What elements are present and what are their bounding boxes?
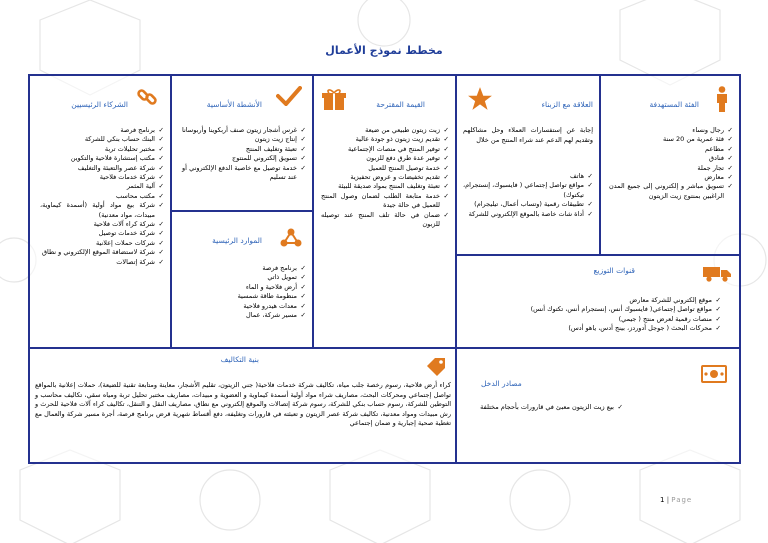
- customer-segments-section: [599, 74, 741, 256]
- cash-icon: [701, 365, 727, 387]
- list-item: ✓ إنتاج زيت زيتون: [182, 135, 306, 144]
- list-item: ✓ البنك حساب بنكي للشركة: [40, 135, 164, 144]
- network-icon: [280, 228, 302, 252]
- list-item: ✓ شركة إتصالات: [40, 258, 164, 267]
- list-item: ✓ شركة كراء آلات فلاحية: [40, 220, 164, 229]
- list-item: ✓ آلية المثمر: [40, 182, 164, 191]
- list-item: ✓ أداة شات خاصة بالموقع الإلكتروني للشركة: [463, 210, 593, 219]
- list-item: ✓ مختبر تحليلات تربة: [40, 145, 164, 154]
- list-item: ✓ برنامج فرصة: [40, 126, 164, 135]
- list-item: ✓ مكتب إستشارة فلاحية والتكوين: [40, 154, 164, 163]
- list-item: ✓ تطبيقات رقمية (وتساب أعمال، تيليجرام): [463, 200, 593, 209]
- list-item: ✓ مسير شركة، عمال: [182, 311, 306, 320]
- list-item: ✓ منظومة طاقة شمسية: [182, 292, 306, 301]
- channels-list: [471, 296, 721, 334]
- key-resources-section: [170, 210, 314, 349]
- list-item: ✓ تجار جملة: [609, 164, 733, 173]
- revenue-list: [467, 403, 623, 412]
- section-heading: مصادر الدخل: [481, 379, 522, 388]
- section-heading: الشركاء الرئيسيين: [71, 100, 128, 109]
- list-item: ✓ تمويل ذاتي: [182, 273, 306, 282]
- section-heading: العلاقة مع الزبناء: [541, 100, 593, 109]
- list-item: ✓ أرض فلاحية و الماء: [182, 283, 306, 292]
- list-item: ✓ تسويق إلكتروني للمنتوج: [182, 154, 306, 163]
- section-heading: الأنشطة الأساسية: [206, 100, 262, 109]
- section-heading: القيمة المقترحة: [376, 100, 425, 109]
- revenue-streams-section: [455, 347, 741, 464]
- page-footer: [660, 496, 692, 504]
- list-item: ✓ تقديم تخفيضات و عروض تحفيزية: [321, 173, 449, 182]
- list-item: ✓ شركة خدمات فلاحية: [40, 173, 164, 182]
- channels-section: [455, 254, 741, 349]
- list-item: ✓ مواقع تواصل إجتماعي( فايسبوك أنس، إنستجرام أنس، تكتوك أنس): [471, 305, 721, 314]
- key-partners-section: [28, 74, 172, 349]
- section-heading: الفئة المستهدفة: [649, 100, 699, 109]
- cost-structure-section: [28, 347, 457, 464]
- person-icon: [715, 86, 729, 116]
- list-item: ✓ خدمة متابعة الطلب لضمان وصول المنتج للعميل في حالة جيدة: [321, 192, 449, 211]
- list-item: ✓ معدات هيدرو فلاحية: [182, 302, 306, 311]
- key-activities-section: [170, 74, 314, 212]
- price-tag-icon: [426, 357, 446, 381]
- list-item: ✓ توفير عدة طرق دفع للزبون: [321, 154, 449, 163]
- list-item: ✓ محركات البحث ( جوجل أدوردز، بينج أدس، ياهو أدس): [471, 324, 721, 333]
- list-item: ✓ مطاعم: [609, 145, 733, 154]
- relationships-intro: إجابة عن إستفسارات العملاء وحل مشاكلهم وتقديم لهم الدعم عند شراء المنتج من خلال: [463, 126, 593, 144]
- list-item: ✓ شركة خدمات توصيل: [40, 229, 164, 238]
- truck-icon: [703, 266, 731, 286]
- list-item: ✓ توفير المنتج في منصات الإجتماعية: [321, 145, 449, 154]
- costs-text: كراء أرض فلاحية، رسوم رخصة جلب مياه، تكاليف شركة خدمات فلاحية( جني الزيتون، تقليم الأشجار، معاينة ومتابعة تقنية للضيعة)، حملات إعلانية بالمواقع تواصل إجتماعي ومحركات البحث، مصاريف شراء مواد أولية أسمدة كيماوية و العضوية و مبيدات، مصاريف مختبر تحليل تربة ومياه سقي، تكاليف محاسب و التوطين للشركة، رسوم حساب بنكي للشركة، رسوم شركة إتصالات والموقع إلكتروني مع نطاق، مصاريف النقل و التنقل، تكاليف كراء آلات فلاحية للحرث و رش مبيدات ومواد معدنية، تكاليف شركة عصر الزيتون و تعبئته في قارورات وتغليفه، دفع أقساط شهرية قرض برنامج فرصة، أجرة مسير شركة والعمال مع تغطية صحية إجبارية و ضمان إجتماعي: [35, 381, 451, 428]
- list-item: ✓ تسويق مباشر و إلكتروني إلى جميع المدن الراغبين بمنتوج زيت الزيتون: [609, 182, 733, 201]
- list-item: ✓ شركة بيع مواد أولية (أسمدة كيماوية، مبيدات، مواد معدنية): [40, 201, 164, 220]
- list-item: ✓ موقع إلكتروني للشركة معارض: [471, 296, 721, 305]
- list-item: ✓ ضمان في حالة تلف المنتج عند توصيله للزبون: [321, 211, 449, 230]
- list-item: ✓ فنادق: [609, 154, 733, 163]
- section-heading: الموارد الرئيسية: [212, 236, 262, 245]
- segments-list: [609, 126, 733, 201]
- gift-icon: [322, 88, 346, 114]
- list-item: ✓ برنامج فرصة: [182, 264, 306, 273]
- list-item: ✓ هاتف: [463, 172, 593, 181]
- value-list: [321, 126, 449, 229]
- list-item: ✓ رجال ونساء: [609, 126, 733, 135]
- footer-separator: |: [666, 496, 670, 504]
- partners-list: [40, 126, 164, 267]
- list-item: ✓ تعبئة وتغليف المنتج: [182, 145, 306, 154]
- page-number: 1: [660, 496, 665, 504]
- resources-list: [182, 264, 306, 320]
- customer-relationships-section: [455, 74, 601, 256]
- list-item: ✓ شركات حملات إعلانية: [40, 239, 164, 248]
- list-item: ✓ خدمة توصيل مع خاصية الدفع الإلكتروني أو عند تسليم: [182, 164, 306, 183]
- activities-list: [182, 126, 306, 182]
- link-icon: [136, 86, 158, 112]
- list-item: ✓ غرس أشجار زيتون صنف أربكوينا وأربوسانا: [182, 126, 306, 135]
- star-icon: [467, 86, 493, 116]
- list-item: ✓ تعبئة وتغليف المنتج بمواد صديقة للبيئة: [321, 182, 449, 191]
- list-item: ✓ شركة لاستضافة الموقع الإلكتروني و نطاق: [40, 248, 164, 257]
- list-item: ✓ مواقع تواصل إجتماعي ( فايسبوك، إنستجرام، تيكتوك): [463, 181, 593, 200]
- page-title: مخطط نموذج الأعمال: [325, 44, 443, 57]
- checkmark-icon: [276, 86, 302, 110]
- list-item: ✓ بيع زيت الزيتون معبئ في قارورات بأحجام مختلفة: [467, 403, 623, 412]
- section-heading: بنية التكاليف: [220, 355, 259, 364]
- list-item: ✓ تقديم زيت زيتون ذو جودة عالية: [321, 135, 449, 144]
- list-item: ✓ زيت زيتون طبيعي من ضيعة: [321, 126, 449, 135]
- page-label: Page: [671, 496, 693, 504]
- list-item: ✓ مكتب محاسب: [40, 192, 164, 201]
- value-proposition-section: [312, 74, 457, 349]
- list-item: ✓ معارض: [609, 173, 733, 182]
- relationships-list: [463, 172, 593, 219]
- list-item: ✓ شركة عصر والتعبئة والتغليف: [40, 164, 164, 173]
- section-heading: قنوات التوزيع: [593, 266, 635, 275]
- list-item: ✓ منصات رقمية لعرض منتج ( جيمي): [471, 315, 721, 324]
- business-model-canvas: [28, 74, 741, 464]
- list-item: ✓ فئة عمرية من 20 سنة: [609, 135, 733, 144]
- list-item: ✓ خدمة توصيل المنتج للعميل: [321, 164, 449, 173]
